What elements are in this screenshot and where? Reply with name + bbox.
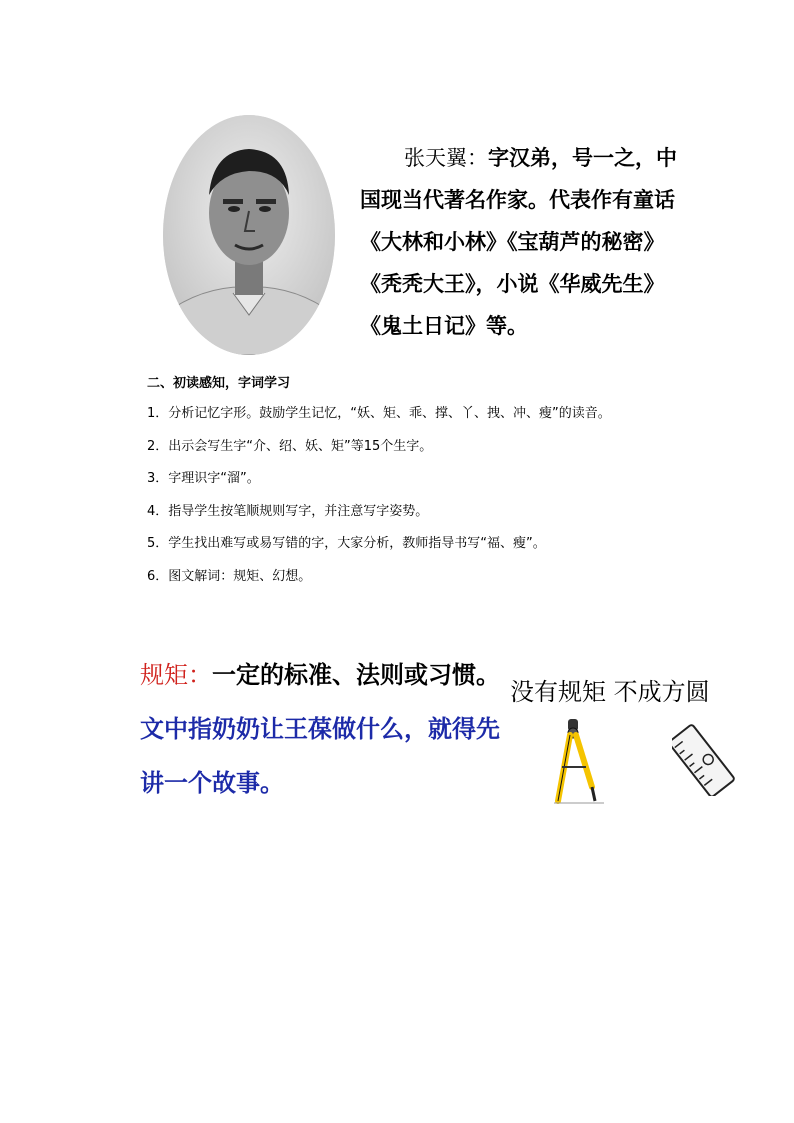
word-definition [140,648,500,810]
definition-meaning: 一定的标准、法则或习惯。 [212,660,500,689]
step-item: 6．图文解词：规矩、幻想。 [147,568,312,584]
step-item: 4．指导学生按笔顺规则写字，并注意写字姿势。 [147,503,429,519]
step-item: 2．出示会写生字“介、绍、妖、矩”等15个生字。 [147,438,433,454]
definition-term: 规矩： [140,661,212,689]
step-item: 5．学生找出难写或易写错的字，大家分析，教师指导书写“福、瘦”。 [147,536,546,552]
definition-context: 文中指奶奶让王葆做什么，就得先讲一个故事。 [140,714,500,797]
author-portrait [163,115,335,355]
compass-icon [548,717,608,807]
step-item: 1．分析记忆字形。鼓励学生记忆，“妖、矩、乖、撑、丫、拽、冲、瘦”的读音。 [147,406,611,421]
section-title: 二、初读感知，字词学习 [147,376,291,391]
step-item: 3．字理识字“溜”。 [147,471,260,487]
step-list [147,404,611,600]
proverb-caption: 没有规矩 不成方圆 [510,678,710,706]
author-bio [360,137,680,347]
ruler-icon [672,722,736,796]
author-name: 张天翼： [404,146,488,170]
author-bio-text: 字汉弟，号一之，中国现当代著名作家。代表作有童话《大林和小林》《宝葫芦的秘密》《秃秃大王》，小说《华威先生》《鬼土日记》等。 [360,145,677,338]
